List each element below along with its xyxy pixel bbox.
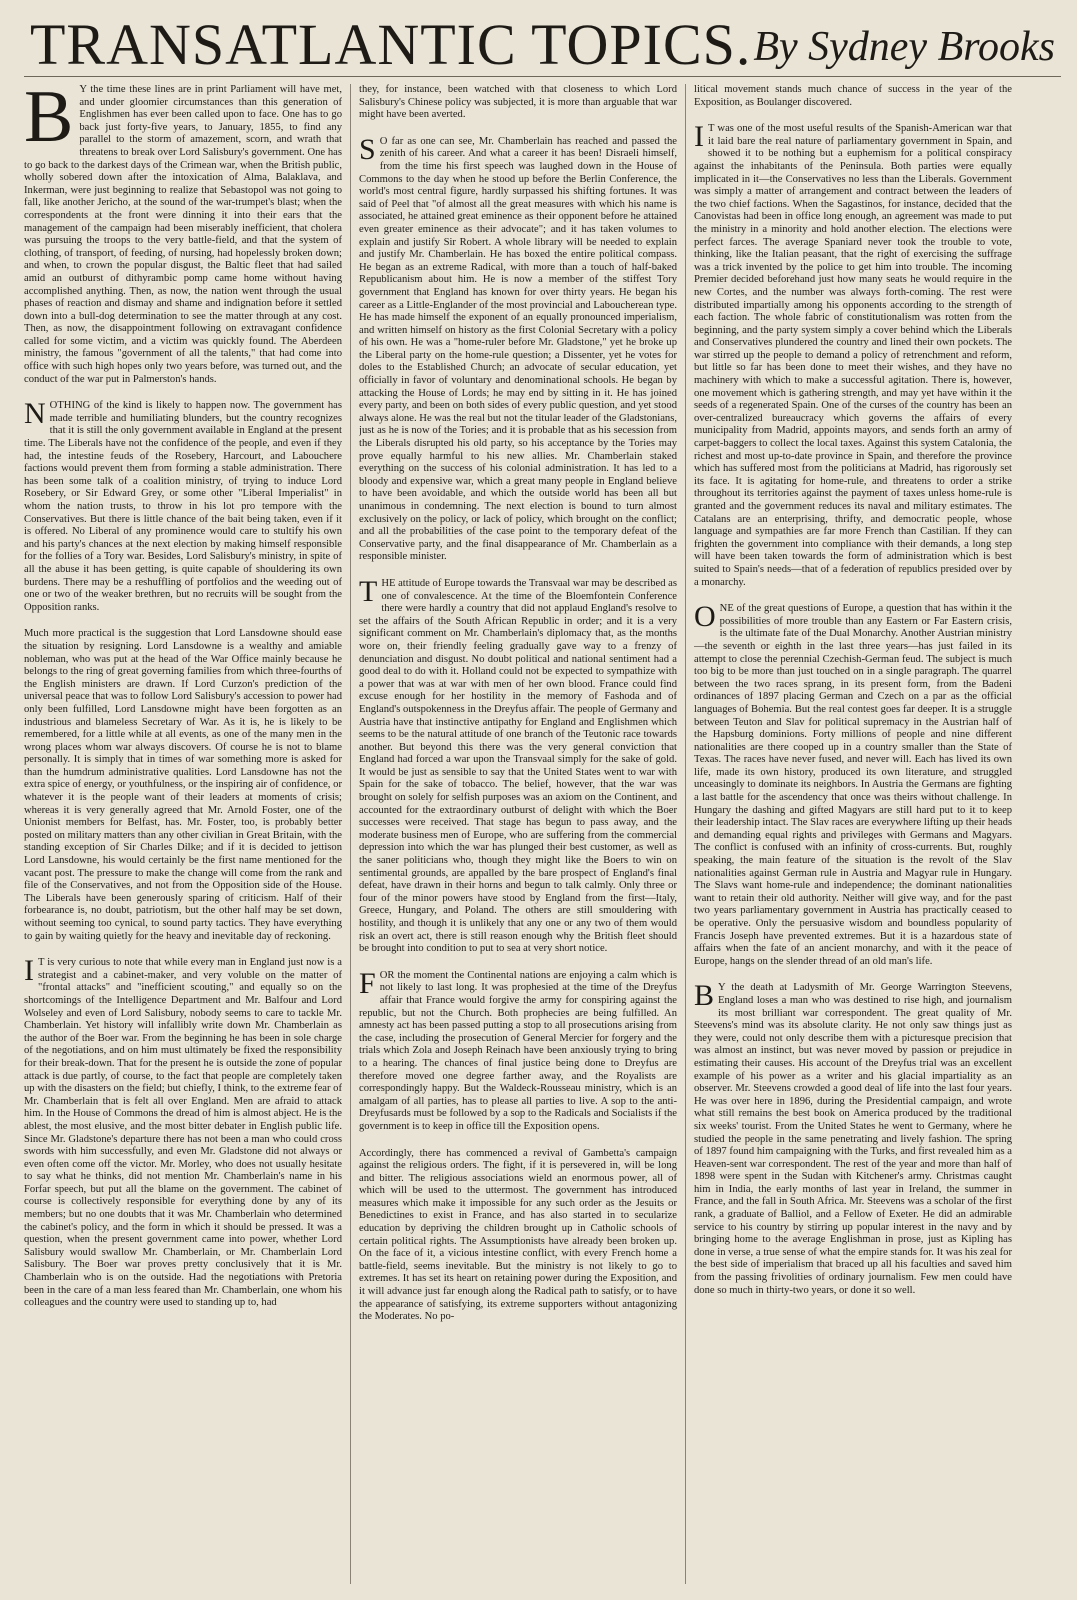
paragraph-text: T was one of the most useful results of the Spanish-American war that it laid bare the real nature of parliamentary government in Spain, and showed it to be nothing but a euphemism for a political conspiracy against the inhabitants of the Peninsula. Both parties were equally implicated in it—the Conservatives no less than the Liberals. Government was simply a matter of arrangement and contract between the leaders of the two chief factions. When the Sagastinos, for instance, decided that the Canovistas had been in office long enough, an agreement was made to put the ministry in a minority and hold another election. The elections were perfect farces. The average Spaniard never took the trouble to vote, thinking, like the Italian peasant, that the right of exercising the suffrage was a trick invented by the police to get him into trouble. The incoming Premier decided beforehand just how many seats he would require in the new Cortes, and the number was always forth-coming. The rest were distributed impartially among his opponents according to the strength of each faction. The whole fabric of constitutionalism was rotten from the beginning, and the party system simply a cover behind which the Liberals and Conservatives plundered the country and lined their own pockets. The war stirred up the people to demand a policy of retrenchment and reform, but little so far has been done to meet their wishes, and they have no machinery with which to make a successful agitation. There is, however, one movement which is gathering strength, and may yet have within it the seeds of a regenerated Spain. One of the curses of the country has been an over-centralized bureaucracy which governs the affairs of every municipality from Madrid, appoints mayors, and sends forth an army of carpet-baggers to collect the local taxes. Against this system Catalonia, the richest and most up-to-date province in Spain, and therefore the province which has suffered most from the politicians at Madrid, has rigorously set its face. It is agitating for home-rule, and threatens to order a strike throughout its territories against the payment of taxes unless home-rule is granted and the government reduces its naval and military estimates. The Catalans are an enterprising, thrifty, and democratic people, whose language and sympathies are far more French than Castilian. If they can frighten the government into compliance with their demands, a long step will have been taken towards the form of administration which is best suited to Spain's needs—that of a federation of republics presided over by a monarchy. [694,123,1012,588]
drop-cap: F [359,966,376,1000]
paragraph [359,132,677,564]
paragraph-text: HE attitude of Europe towards the Transvaal war may be described as one of convalescence. At the time of the Bloemfontein Conference there were hardly a country that did not applaud England's resolve to set the affairs of the South African Republic in order; and it is a very significant comment on Mr. Chamberlain's diplomacy that, as the months wore on, their friendly feeling gradually gave way to a frenzy of denunciation and disgust. No doubt political and national sentiment had a good deal to do with it. Holland could not be expected to sympathize with a power that was at war with men of her own blood. France could find excuse enough for her hostility in the memory of Fashoda and of England's outspokenness in the Dreyfus affair. The people of Germany and Austria have that instinctive antipathy for England and Englishmen which seems to be the natural attitude of one branch of the Teutonic race towards another. But beyond this there was the very general conviction that England had forced a war upon the Transvaal simply for the sake of gold. It would be just as sensible to say that the United States went to war with Spain for the sake of tobacco. The belief, however, that the war was brought on solely for selfish purposes was an axiom on the Continent, and accounted for the extraordinary outburst of delight with which the Boer successes were received. That stage has begun to pass away, and the moderate business men of Europe, who are suffering from the commercial depression into which the war has plunged their best customer, as well as the saner politicians who, though they might like the Boers to win on sentimental grounds, are appalled by the bare prospect of England's final defeat, have drawn in their horns and begun to talk calmly. Only three or four of the minor powers have stood by England from the first—Italy, Greece, Hungary, and Poland. The others are still smouldering with hostility, and though it is unlikely that any one or any two of them would risk an overt act, there is still reason enough why the British fleet should be brought into condition to put to sea at very short notice. [359,577,677,955]
article-title: TRANSATLANTIC TOPICS. [30,12,752,77]
paragraph-text: T is very curious to note that while every man in England just now is a strategist and a cabinet-maker, and very voluble on the matter of "frontal attacks" and "inefficient scouting," and equally so on the shortcomings of the Intelligence Department and Mr. Balfour and Lord Wolseley and even of Lord Salisbury, nobody seems to care to tackle Mr. Chamberlain. Yet history will infallibly write down Mr. Chamberlain as the author of the Boer war. From the beginning he has been in sole charge of the negotiations, and on him must ultimately be fixed the responsibility for their break-down. That for the present he is outside the zone of popular attack is due partly, of course, to the fact that people are completely taken up with the disasters on the field; but chiefly, I think, to the extreme fear of Mr. Chamberlain that is felt all over England. Men are afraid to attack him. In the House of Commons the dread of him is almost abject. He is the ablest, the most elusive, and the most bitter debater in English public life. Since Mr. Gladstone's departure there has not been a man who could cross swords with him successfully, and even Mr. Gladstone did not always or even often come off the victor. Mr. Morley, who does not usually hesitate to say what he thinks, did not mention Mr. Chamberlain's name in his Forfar speech, but put all the blame on the government. The cabinet of course is collectively responsible for everything done by any of its members; but no one doubts that it was Mr. Chamberlain who determined the cabinet's policy, and the form in which it should be pressed. It was a question, when the present government came into power, whether Lord Salisbury would swallow Mr. Chamberlain, or Mr. Chamberlain Lord Salisbury. The Boer war proves pretty conclusively that it is Mr. Chamberlain who is on the outside. Had the negotiations with Pretoria been in the care of a man less feared than Mr. Chamberlain, one whom his colleagues and the country were used to standing up to, had [24,957,342,1309]
drop-cap: B [24,84,74,158]
paragraph [359,84,677,122]
paragraph [359,574,677,956]
paragraph [24,954,342,1310]
drop-cap: I [694,120,704,154]
drop-cap: T [359,574,378,608]
paragraph-text: NE of the great questions of Europe, a question that has within it the possibilities of more trouble than any Eastern or Far Eastern crisis, is the ultimate fate of the Dual Monarchy. Another Austrian ministry—the seventh or eighth in the last three years—has just failed in its attempt to close the perennial Czechish-German feud. The subject is much too big to be more than just touched on in a single paragraph. The quarrel between the two races sprang, in its present form, from the Badeni ordinances of 1897 placing German and Czech on a par as the official languages of Bohemia. But the real contest goes far deeper. It is a struggle between Teuton and Slav for political supremacy in the Austrian half of the Hapsburg dominions. Forty millions of people and nine different nationalities are there cooped up in a country smaller than the State of Texas. The races have never fused, and never will. Each has lived its own life, made its own history, produced its own literature, and struggled unceasingly to dominate its neighbors. In Austria the Germans are fighting a last battle for the ascendency that once was theirs without challenge. In Hungary the dashing and gifted Magyars are still hard put to it to keep their leadership intact. The Slav races are everywhere lifting up their heads and demanding equal rights and privileges with Germans and Magyars. The conflict is confused with an infinity of cross-currents. But, roughly speaking, the main feature of the situation is the revolt of the Slav nationalities against German rule in Austria and Magyar rule in Hungary. The Slavs want home-rule and independence; the dominant nationalities want to retain their old authority. Neither will give way, and for the past two years parliamentary government in Austria has practically ceased to be operative. Only the persuasive wisdom and boundless popularity of Francis Joseph have prevented extremes. But it is a hazardous state of affairs when the fate of an ancient monarchy, and with it the peace of Europe, hangs on the slender thread of an old man's life. [694,603,1012,967]
paragraph-text: litical movement stands much chance of success in the year of the Exposition, as Boulanger discovered. [694,84,1012,108]
column-3 [694,84,1012,1584]
paragraph [24,84,342,386]
column-1 [24,84,342,1584]
paragraph [694,600,1012,968]
paragraph [359,966,677,1134]
column-rule [350,84,351,1584]
paragraph [694,84,1012,109]
drop-cap: B [694,979,715,1013]
paragraph [359,1148,677,1324]
drop-cap: S [359,132,376,166]
paragraph-text: OR the moment the Continental nations are enjoying a calm which is not likely to last long. It was prophesied at the time of the Dreyfus affair that France would forgive the army for conspiring against the republic, but not the Church. Both prophecies are being fulfilled. An amnesty act has been passed putting a stop to all prosecutions arising from the case, including the prosecution of General Mercier for forgery and the trials which Zola and Joseph Reinach have been anxiously trying to bring to a hearing. The chances of final justice being done to Dreyfus are therefore moved one degree farther away, and the Royalists are correspondingly happy. But the Waldeck-Rousseau ministry, which is an amalgam of all parties, has to please all parties to live. A sop to the anti-Dreyfusards must be followed by a sop to the Radicals and Socialists if the government is to keep in office till the Exposition opens. [359,969,677,1132]
paragraph-text: Y the time these lines are in print Parliament will have met, and under gloomier circumstances than this generation of Englishmen has ever been called upon to face. One has to go back just forty-five years, to January, 1855, to find any parallel to the storm of amazement, scorn, and wrath that threatens to break over Lord Salisbury's government. One has to go back to the darkest days of the Crimean war, when the British public, wholly sobered down after the intoxication of Alma, Balaklava, and Inkerman, were just beginning to realize that Sebastopol was not going to fall, like another Jericho, at the sound of the war-trumpet's blast; when the correspondents at the front were dinning it into their ears that the management of the campaign had been miserably inefficient, that cholera was pursuing the troops to the very battle-field, and that the system of clothing, of transport, of feeding, of nursing, had hopelessly broken down; and when, to crown the popular disgust, the Baltic fleet that had sailed amid an outburst of dithyrambic pomp came home without having accomplished anything. Then, as now, the nation went through the usual phases of reaction and dismay and shame and indignation before it settled down into a bull-dog determination to see the matter through at any cost. Then, as now, the disappointment following on extravagant confidence called for some victim, and a victim was quickly found. The Aberdeen ministry, the famous "government of all the talents," that had come into office with such high hopes only two years before, was turned out, and the conduct of the war put in Palmerston's hands. [24,84,342,385]
article-columns [24,84,1061,1584]
column-2 [359,84,677,1584]
paragraph-text: they, for instance, been watched with that closeness to which Lord Salisbury's Chinese policy was subjected, it is more than arguable that war might have been averted. [359,84,677,121]
paragraph [24,628,342,943]
drop-cap: N [24,397,46,431]
paragraph-text: Accordingly, there has commenced a revival of Gambetta's campaign against the religious orders. The fight, if it is persevered in, will be long and bitter. The religious associations wield an enormous power, all of which will be used to the uttermost. The government has introduced measures which make it impossible for any such order as the Jesuits or Benedictines to exist in France, and has also started in to secularize education by depriving the children brought up in Catholic schools of certain political rights. The Assumptionists have already been broken up. On the face of it, a vicious intestine conflict, with every French home a battle-field, seems inevitable. But the ministry is not likely to go to extremes. It has set its heart on retaining power during the Exposition, and it will advance just far enough along the Radical path to satisfy, or to have the appearance of satisfying, its extreme supporters without antagonizing the Moderates. No po- [359,1147,677,1323]
paragraph-text: Y the death at Ladysmith of Mr. George Warrington Steevens, England loses a man who was destined to rise high, and journalism its most brilliant war correspondent. The great quality of Mr. Steevens's mind was its absolute clarity. He not only saw things just as they were, could not only describe them with a picturesque precision that was almost an instinct, but was never moved by passion or prejudice in estimating their causes. His account of the Dreyfus trial was an excellent example of his power as a writer and his glacial impartiality as an observer. Mr. Steevens crowded a good deal of life into the last four years. He was over here in 1896, during the Presidential campaign, and wrote what still remains the best book on America produced by the traditional six weeks' tourist. From the United States he went to Germany, where he studied the people in the same penetrating and lively fashion. The spring of 1897 found him campaigning with the Turks, and first revealed him as a Heaven-sent war correspondent. The rest of the year and more than half of 1898 were spent in the Sudan with Kitchener's army. Christmas caught him in India, the early months of last year in Ireland, the summer in France, and the fall in South Africa. Mr. Steevens was a scholar of the first rank, a graduate of Balliol, and a Fellow of Exeter. He did an admirable service to his country by stirring up popular interest in the navy and by bringing home to the average Englishman in prose, just as Kipling has done in verse, a true sense of what the empire stands for. It was his zeal for the best side of imperialism that braced up all his faculties and saved him from the passing frivolities of ordinary journalism. Few men could have done so much in thirty-two years, or done it so well. [694,982,1012,1296]
drop-cap: O [694,600,716,634]
drop-cap: I [24,954,34,988]
paragraph [24,397,342,614]
paragraph-text: O far as one can see, Mr. Chamberlain has reached and passed the zenith of his career. And what a career it has been! Disraeli himself, from the time his first speech was laughed down in the House of Commons to the day when he stood up before the Berlin Conference, the world's most central figure, hardly surpassed his shifting fortunes. It was said of Peel that "of almost all the great measures with which his name is associated, he attained great eminence as their opponent before he attained even greater eminence as their advocate"; and it has taken volumes to explain and justify Sir Robert. A whole library will be needed to explain and justify Mr. Chamberlain. He has boxed the entire political compass. He began as an extreme Radical, with more than a touch of half-baked Republicanism about him. He is now a member of the stiffest Tory government that England has known for over thirty years. He began his career as a Little-Englander of the most provincial and Laboucherean type. He has made himself the exponent of an equally pronounced imperialism, and written himself on history as the first Colonial Secretary with a policy of his own. He was a "home-ruler before Mr. Gladstone," yet he broke up the Liberal party on the home-rule question; a Dissenter, yet he votes for doles to the Established Church; an advocate of secular education, yet officially in favor of voluntary and denominational schools. He began by attacking the House of Lords; he may end by sitting in it. He has joined every party, and been on both sides of every public question, and yet stood always alone. He was the real but not the titular leader of the Gladstonians, just as he is now of the Tories; and it is probable that as his secession from the Liberals disrupted his old party, so his acceptance by the Tories may prove equally harmful to his new allies. Mr. Chamberlain staked everything on the success of his colonial administration. It has led to a bloody and expensive war, which a great many people in England believe to have been avoidable, and which the outside world has been all but unanimous in condemning. The next election is bound to turn almost exclusively on the policy, or lack of policy, which brought on the conflict; and all the probabilities of the case point to the temporary defeat of the Conservative party, and the final disappearance of Mr. Chamberlain as a responsible minister. [359,135,677,563]
paragraph [694,120,1012,589]
paragraph-text: Much more practical is the suggestion that Lord Lansdowne should ease the situation by resigning. Lord Lansdowne is a wealthy and amiable nobleman, who was put at the head of the War Office mainly because he belongs to the ring of great governing families from which three-fourths of the English ministers are drawn. If Lord Curzon's prediction of the universal peace that was to follow Lord Salisbury's accession to power had only been fulfilled, Lord Lansdowne might have been forgotten as an industrious and blameless Secretary of War. As it is, he is likely to be remembered, for a little while at all events, as one of the many men in the wrong places whom war always discovers. Of course he is not to blame personally. It is simply that in times of war something more is asked for than the humdrum administrative qualities. Lord Lansdowne has not the extra spice of energy, or youthfulness, or the inspiring air of confidence, or whatever it is the people want of their leaders at moments of crisis; whereas it is very generally agreed that Mr. Arnold Foster, one of the Unionist members for Belfast, has. Mr. Foster, too, is probably better posted on military matters than any other civilian in Great Britain, with the standing exception of Sir Charles Dilke; and if it is decided to jettison Lord Lansdowne, his would certainly be the first name mentioned for the vacant post. The pressure to make the change will come from the rank and file of the Conservatives, and not from the Opposition side of the House. The Liberals have been generously sparing of criticism. Half of their forbearance is, no doubt, patriotism, but the other half may be set down, without seeming too cynical, to sound party tactics. They have everything to gain by waiting quietly for the heavy and inevitable day of reckoning. [24,628,342,942]
column-rule [685,84,686,1584]
paragraph-text: OTHING of the kind is likely to happen now. The government has made terrible and humiliating blunders, but the country recognizes that it is still the only government available in England at the present time. The Liberals have not the confidence of the people, and even if they had, the intestine feuds of the Rosebery, Harcourt, and Labouchere factions would prevent them from forming a stable administration. There has been some talk of a coalition ministry, of trying to induce Lord Rosebery, or Sir Edward Grey, or some other "Liberal Imperialist" in whom the nation trusts, to throw in his lot pro tempore with the Conservatives. But there is little chance of the bait being taken, even if it is offered. No Liberal of any prominence would care to stultify his own and his party's chances at the next election by making himself responsible for the follies of a Tory war. Besides, Lord Salisbury's ministry, in spite of all the abuse it has been getting, is quite capable of shouldering its own burdens. There may be a reshuffling of portfolios and the weeding out of one or two of the weaker brethren, but no recruits will be sought from the Opposition ranks. [24,400,342,613]
masthead [24,12,1061,77]
author-byline: By Sydney Brooks [753,24,1055,70]
paragraph [694,979,1012,1297]
